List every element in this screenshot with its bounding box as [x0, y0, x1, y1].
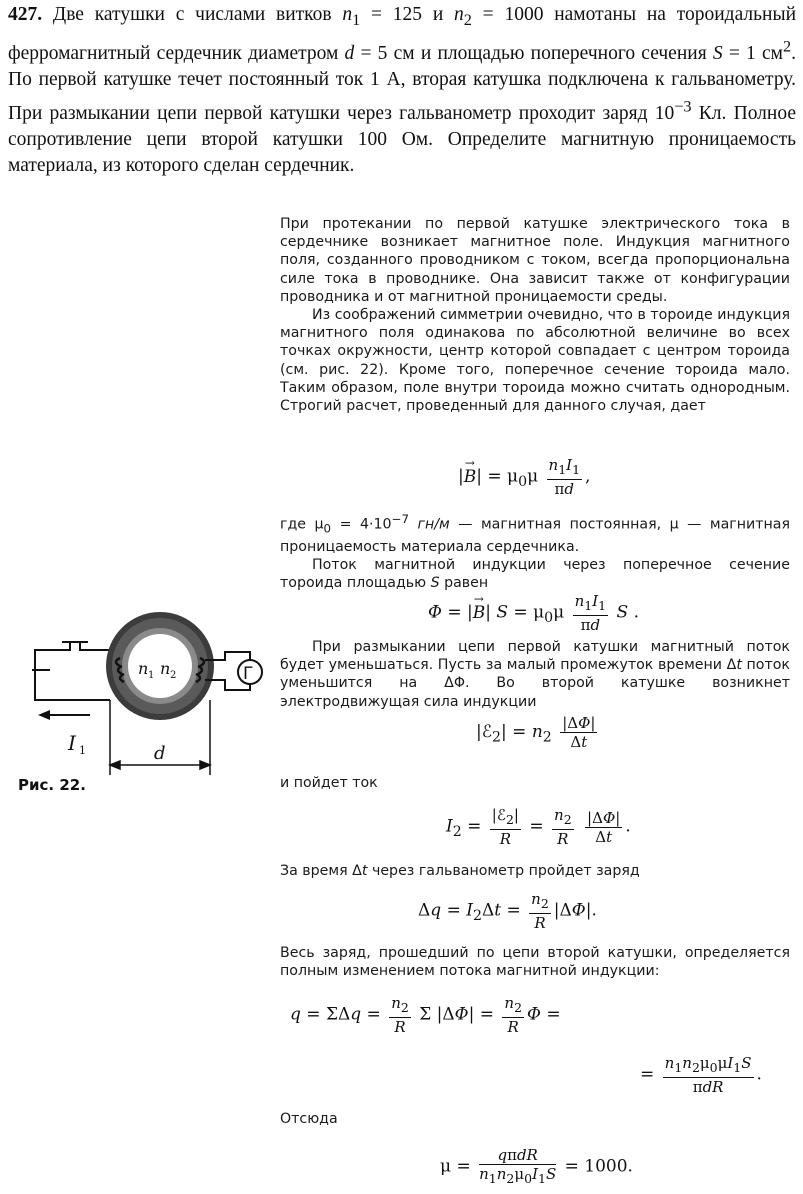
- formula-current: $I_2$ = $\frac{|ℰ_2|}{R}$ = $\frac{n_2}{R}$ $\frac{|\Delta\Phi|}{\Delta t}$ .: [446, 806, 631, 848]
- formula-flux: Φ = | → B| $S = \mu_0\mu$ $\frac{n_1I_1}{\pi d}$ S .: [428, 591, 639, 634]
- label-d: d: [154, 743, 166, 764]
- label-galvanometer: Г: [243, 664, 254, 684]
- figure-caption: Рис. 22.: [18, 776, 86, 794]
- arrow-I1: [38, 710, 90, 720]
- solution-para-9: Отсюда: [280, 1111, 338, 1127]
- solution-para-8: Весь заряд, прошедший по цепи второй катушки, определяется полным изменением потока магнитной индукции:: [280, 945, 790, 980]
- problem-number: 427.: [8, 4, 43, 25]
- formula-q-result: = $\frac{n_1n_2\mu_0\mu I_1S}{\text{πdR}}$ .: [640, 1054, 762, 1096]
- problem-statement: [8, 2, 796, 180]
- formula-dq: $\Delta q = I_2\Delta t$ = $\frac{n_2}{R}$ |ΔΦ|.: [418, 890, 597, 932]
- svg-text:2: 2: [170, 670, 177, 681]
- solution-para-4: Поток магнитной индукции через поперечное сечение тороида площадью S равен: [280, 556, 790, 592]
- label-n1: n: [138, 659, 149, 678]
- formula-mu: μ = $\frac{\text{qπdR}}{n_1n_2\mu_0I_1S}$ = 1000.: [440, 1146, 633, 1186]
- solution-para-1: При протекании по первой катушке электрического тока в сердечнике возникает магнитное поле. Индукция магнитного поля, созданного проводником с током, всегда пропорциональна силе тока в проводнике. Она зависит также от конфигурации проводника и от магнитной проницаемости среды. Из соображений симметрии очевидно, что в тороиде индукция магнитного поля одинакова по абсолютной величине во всех точках окружности, центр которой совпадает с центром тороида (см. рис. 22). Кроме того, поперечное сечение тороида мало. Таким образом, поле внутри тороида можно считать однородным. Строгий расчет, проведенный для данного случая, дает: [280, 216, 790, 415]
- problem-text: Две катушки с числами витков $n_1 = 125$ и $n_2 = 1000$ намотаны на тороидальный ферромагнитный сердечник диаметром d = 5 см и площадью поперечного сечения S = 1 $см^2$. По первой катушке течет постоянный ток 1 А, вторая катушка подключена к гальванометру. При размыкании цепи первой катушки через гальванометр проходит заряд $10^{-3}$ Кл. Полное сопротивление цепи второй катушки 100 Ом. Определите магнитную проницаемость материала, из которого сделан сердечник.: [8, 4, 797, 177]
- coil1-circuit: [32, 642, 110, 700]
- solution-para-3: где $\mu_0 = 4\cdot 10^{-7}$ гн/м — магнитная постоянная, μ — магнитная проницаемость материала сердечника. Поток магнитной индукции через поперечное сечение тороида площадью S равен: [280, 512, 791, 592]
- figure-toroid: [10, 600, 280, 780]
- solution-para-6: и пойдет ток: [280, 775, 378, 791]
- solution-para-5: При размыкании цепи первой катушки магнитный поток будет уменьшаться. Пусть за малый промежуток времени Δt поток уменьшится на ΔΦ. Во второй катушке возникнет электродвижущая сила индукции: [280, 639, 790, 710]
- solution-para-2: Из соображений симметрии очевидно, что в тороиде индукция магнитного поля одинакова по абсолютной величине во всех точках окружности, центр которой совпадает с центром тороида (см. рис. 22). Кроме того, поперечное сечение тороида мало. Таким образом, поле внутри тороида можно считать однородным. Строгий расчет, проведенный для данного случая, дает: [280, 307, 790, 415]
- formula-b: | → $B| = \mu_0\mu$ $\frac{n_1I_1}{\pi d}$ ,: [458, 455, 591, 498]
- label-I1: I: [68, 731, 76, 755]
- formula-emf: |ℰ$_2$| = $n_2$ $\frac{|\Delta\Phi|}{\Delta t}$: [476, 714, 596, 751]
- svg-text:1: 1: [79, 744, 86, 757]
- label-n2: n: [160, 659, 171, 678]
- formula-q-sum: q = ΣΔq = $\frac{n_2}{R}$ Σ |ΔΦ| = $\frac{n_2}{R}$ Φ =: [290, 994, 561, 1036]
- solution-para-7: За время Δt через гальванометр пройдет заряд: [280, 863, 640, 879]
- svg-text:1: 1: [148, 670, 155, 681]
